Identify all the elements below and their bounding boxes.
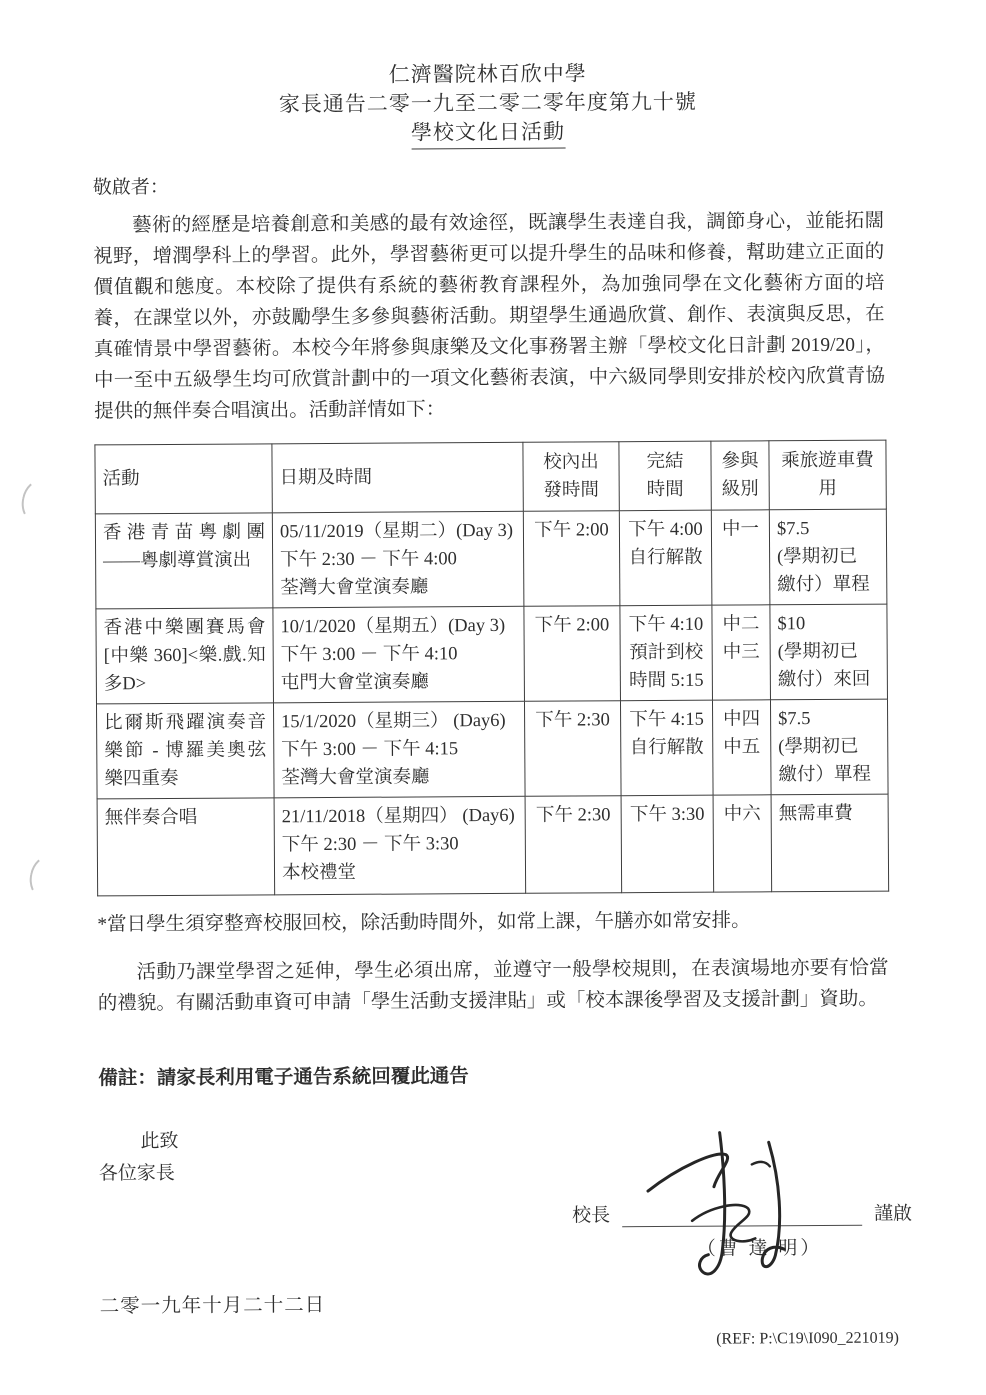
signature-block: [99, 1193, 912, 1230]
reference-number: (REF: P:\C19\I090_221019): [716, 1329, 899, 1348]
respectfully-label: 謹啟: [874, 1203, 913, 1225]
table-header-row: [95, 440, 886, 514]
cell-departure: 下午 2:00: [523, 511, 620, 607]
principal-label: 校長: [572, 1205, 611, 1227]
cell-end: 下午 4:10 預計到校 時間 5:15: [620, 605, 713, 701]
table-row: [95, 509, 887, 609]
notice-header: [92, 58, 884, 152]
notice-date: 二零一九年十月二十二日: [99, 1295, 326, 1318]
cell-end: 下午 4:00 自行解散: [619, 510, 712, 606]
intro-paragraph: 藝術的經歷是培養創意和美感的最有效途徑，既讓學生表達自我，調節身心，並能拓闊視野，增潤學科上的學習。此外，學習藝術更可以提升學生的品味和修養，幫助建立正面的價值觀和態度。本校除了提供有系統的藝術教育課程外，為加強同學在文化藝術方面的培養，在課堂以外，亦鼓勵學生多參與藝術活動。期望學生通過欣賞、創作、表演與反思，在真確情景中學習藝術。本校今年將參與康樂及文化事務署主辦「學校文化日計劃 2019/20」，中一至中五級學生均可欣賞計劃中的一項文化藝術表演，中六級同學則安排於校內欣賞青協提供的無伴奏合唱演出。活動詳情如下：: [93, 210, 886, 423]
cell-end: 下午 3:30: [621, 795, 714, 893]
table-row: [96, 604, 888, 704]
cell-activity: 比爾斯飛躍演奏音樂節 - 博羅美奧弦樂四重奏: [96, 703, 274, 799]
remark-line: 備註：請家長利用電子通告系統回覆此通告: [98, 1066, 469, 1090]
table-row: [97, 794, 889, 896]
signature-line: [622, 1199, 862, 1227]
activity-schedule-table: [94, 440, 889, 897]
cell-fare: $7.5 (學期初已 繳付）單程: [770, 699, 888, 795]
school-name: 仁濟醫院林百欣中學: [388, 61, 587, 87]
closing-recipients: 各位家長: [98, 1162, 175, 1185]
cell-activity: 無伴奏合唱: [97, 798, 275, 896]
cell-levels: 中一: [711, 510, 770, 605]
notice-number: 家長通告二零一九至二零二零年度第九十號: [278, 89, 697, 117]
cell-departure: 下午 2:00: [524, 606, 621, 702]
cell-datetime: 05/11/2019（星期二）(Day 3) 下午 2:30 － 下午 4:00 荃灣大會堂演奏廳: [272, 511, 524, 608]
cell-activity: 香港青苗粵劇團——粵劇導賞演出: [95, 513, 273, 609]
cell-levels: 中四 中五: [712, 700, 771, 795]
principal-name: （曹 達 明）: [696, 1238, 823, 1260]
cell-departure: 下午 2:30: [524, 701, 621, 797]
rules-paragraph: 活動乃課堂學習之延伸，學生必須出席，並遵守一般學校規則，在表演場地亦要有恰當的禮貌。有關活動車資可申請「學生活動支援津貼」或「校本課後學習及支援計劃」資助。: [97, 957, 889, 1015]
principal-signature: [634, 1128, 825, 1284]
salutation: 敬啟者：: [92, 176, 169, 199]
notice-subject: 學校文化日活動: [411, 118, 565, 150]
cell-fare: $7.5 (學期初已 繳付）單程: [769, 509, 887, 605]
cell-end: 下午 4:15 自行解散: [620, 700, 713, 796]
col-header-datetime: 日期及時間: [272, 442, 523, 513]
col-header-fare: 乘旅遊車費 用: [769, 440, 886, 510]
uniform-note: *當日學生須穿整齊校服回校，除活動時間外，如常上課，午膳亦如常安排。: [97, 910, 751, 936]
cell-datetime: 10/1/2020（星期五）(Day 3) 下午 3:00 － 下午 4:10 屯門大會堂演奏廳: [273, 606, 525, 703]
cell-levels: 中二 中三: [712, 605, 771, 700]
cell-datetime: 21/11/2018（星期四） (Day6) 下午 2:30 － 下午 3:30 本校禮堂: [274, 796, 526, 895]
cell-activity: 香港中樂團賽馬會[中樂 360]<樂.戲.知多D>: [96, 608, 274, 704]
table-row: [96, 699, 888, 799]
cell-departure: 下午 2:30: [525, 796, 622, 894]
cell-levels: 中六: [713, 795, 772, 892]
col-header-activity: 活動: [95, 444, 272, 514]
cell-datetime: 15/1/2020（星期三） (Day6) 下午 3:00 － 下午 4:15 荃灣大會堂演奏廳: [273, 701, 525, 798]
cell-fare: $10 (學期初已 繳付）來回: [770, 604, 888, 700]
closing-salute: 此致: [140, 1130, 179, 1153]
cell-fare: 無需車費: [771, 794, 889, 892]
col-header-end: 完結 時間: [619, 441, 711, 511]
col-header-levels: 參與 級別: [711, 441, 769, 510]
col-header-departure: 校內出 發時間: [523, 442, 619, 512]
